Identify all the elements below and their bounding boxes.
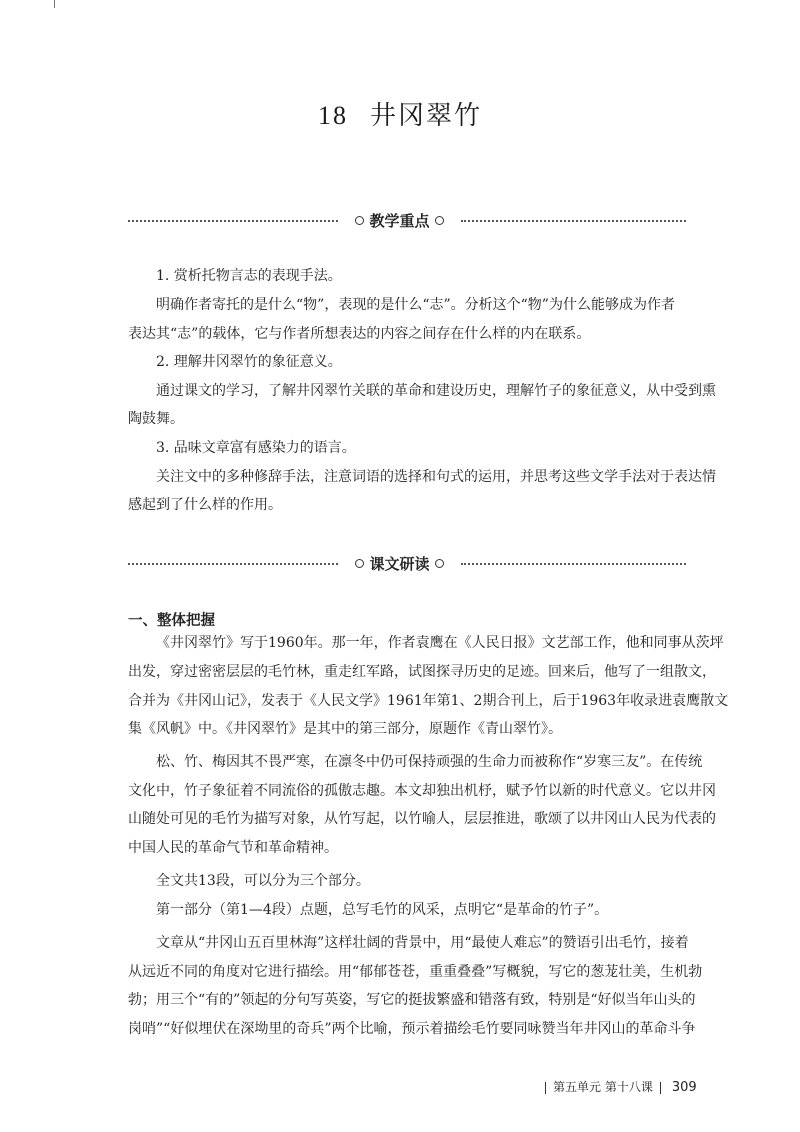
circle-bullet-icon [355, 559, 364, 568]
paragraph-line: 《井冈翠竹》写于1960年。那一年，作者袁鹰在《人民日报》文艺部工作，他和同事从茨坪 [156, 635, 724, 651]
teaching-point-line: 关注文中的多种修辞手法，注意词语的选择和句式的运用，并思考这些文学手法对于表达情 [156, 469, 716, 485]
circle-bullet-icon [435, 216, 444, 225]
paragraph-line: 山随处可见的毛竹为描写对象，从竹写起，以竹喻人，层层推进，歌颂了以井冈山人民为代表的 [128, 811, 716, 827]
dotted-rule-right [461, 563, 686, 565]
section-header-teaching-points [128, 209, 686, 233]
subheading-overall-grasp: 一、整体把握 [128, 613, 215, 629]
paragraph-line: 文化中，竹子象征着不同流俗的孤傲志趣。本文却独出机杼，赋予竹以新的时代意义。它以井冈 [128, 783, 716, 799]
teaching-point-line: 明确作者寄托的是什么“物”，表现的是什么“志”。分析这个“物”为什么能够成为作者 [156, 297, 675, 313]
paragraph-line: 集《风帆》中。《井冈翠竹》是其中的第三部分，原题作《青山翠竹》。 [128, 721, 562, 737]
teaching-point-line: 陶鼓舞。 [128, 411, 184, 427]
teaching-point-line: 感起到了什么样的作用。 [128, 497, 282, 513]
paragraph-line: 勃；用三个“有的”领起的分句写英姿，写它的挺拔繁盛和错落有致，特别是“好似当年山头的 [128, 992, 696, 1008]
teaching-point-line: 通过课文的学习，了解井冈翠竹关联的革命和建设历史，理解竹子的象征意义，从中受到熏 [156, 383, 716, 399]
paragraph-line: 松、竹、梅因其不畏严寒，在凛冬中仍可保持顽强的生命力而被称作“岁寒三友”。在传统 [156, 754, 703, 770]
section-label: 教学重点 [338, 209, 461, 233]
paragraph-line: 全文共13段，可以分为三个部分。 [156, 873, 370, 889]
teaching-point-line: 2. 理解井冈翠竹的象征意义。 [156, 354, 342, 370]
dotted-rule-left [128, 220, 338, 222]
section-header-text-study [128, 552, 686, 576]
teaching-point-line: 1. 赏析托物言志的表现手法。 [156, 268, 342, 284]
footer-divider [660, 1082, 661, 1094]
crop-mark [54, 0, 55, 8]
section-label: 课文研读 [338, 552, 461, 576]
page-number: 309 [671, 1080, 697, 1095]
dotted-rule-left [128, 563, 338, 565]
paragraph-line: 中国人民的革命气节和革命精神。 [128, 840, 338, 856]
teaching-point-line: 表达其“志”的载体，它与作者所想表达的内容之间存在什么样的内在联系。 [128, 326, 591, 342]
page-title [0, 95, 800, 132]
paragraph-line: 合并为《井冈山记》，发表于《人民文学》1961年第1、2期合刊上，后于1963年收录进袁鹰散文 [128, 693, 729, 709]
footer-unit: 第五单元 [553, 1080, 602, 1094]
paragraph-line: 岗哨”“好似埋伏在深坳里的奇兵”两个比喻，预示着描绘毛竹要同咏赞当年井冈山的革命斗争 [128, 1021, 696, 1037]
footer-lesson: 第十八课 [604, 1080, 653, 1094]
teaching-point-line: 3. 品味文章富有感染力的语言。 [156, 440, 356, 456]
paragraph-line: 文章从“井冈山五百里林海”这样壮阔的背景中，用“最使人难忘”的赞语引出毛竹，接着 [156, 935, 689, 951]
paragraph-line: 出发，穿过密密层层的毛竹林，重走红军路，试图探寻历史的足迹。回来后，他写了一组散文， [128, 664, 716, 680]
dotted-rule-right [461, 220, 686, 222]
lesson-number: 18 [317, 101, 348, 130]
lesson-title: 井冈翠竹 [369, 101, 482, 131]
paragraph-line: 从远近不同的角度对它进行描绘。用“郁郁苍苍，重重叠叠”写概貌，写它的葱茏壮美，生机勃 [128, 964, 703, 980]
circle-bullet-icon [435, 559, 444, 568]
paragraph-line: 第一部分（第1—4段）点题，总写毛竹的风采，点明它“是革命的竹子”。 [156, 902, 609, 918]
footer-divider [545, 1082, 546, 1094]
page-footer [538, 1078, 697, 1095]
circle-bullet-icon [355, 216, 364, 225]
